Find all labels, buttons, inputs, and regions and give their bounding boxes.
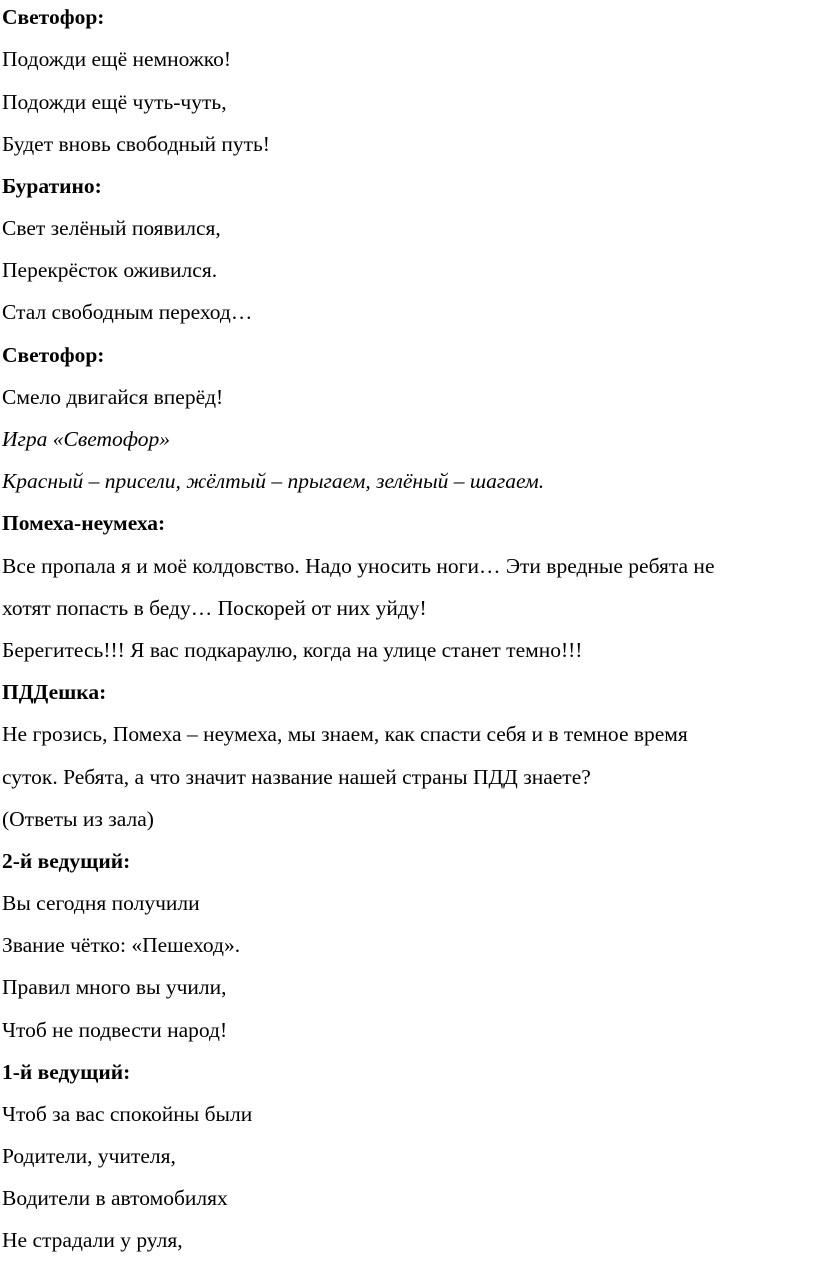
- speaker-label-pddeshka: ПДДешка:: [2, 680, 107, 704]
- text-line: Чтоб не подвести народ!: [2, 1018, 228, 1042]
- text-line: Будет вновь свободный путь!: [2, 132, 270, 156]
- text-line: Водители в автомобилях: [2, 1186, 228, 1210]
- speaker-label-svetofor: Светофор:: [2, 343, 105, 367]
- speaker-label-pomekha: Помеха-неумеха:: [2, 511, 166, 535]
- text-line: Берегитесь!!! Я вас подкараулю, когда на улице станет темно!!!: [2, 638, 583, 662]
- text-line: Все пропала я и моё колдовство. Надо уносить ноги… Эти вредные ребята не: [2, 554, 715, 578]
- text-line: суток. Ребята, а что значит название нашей страны ПДД знаете?: [2, 765, 591, 789]
- text-line: Не страдали у руля,: [2, 1228, 183, 1252]
- text-line: Перекрёсток оживился.: [2, 258, 218, 282]
- game-rules: Красный – присели, жёлтый – прыгаем, зелёный – шагаем.: [2, 469, 545, 493]
- game-title: Игра «Светофор»: [2, 427, 170, 451]
- text-line: Подожди ещё чуть-чуть,: [2, 90, 227, 114]
- text-line: Свет зелёный появился,: [2, 216, 221, 240]
- speaker-label-host-2: 2-й ведущий:: [2, 849, 131, 873]
- text-line: Стал свободным переход…: [2, 300, 253, 324]
- text-line: Звание чётко: «Пешеход».: [2, 933, 241, 957]
- text-line: Смело двигайся вперёд!: [2, 385, 224, 409]
- text-line: Подожди ещё немножко!: [2, 47, 231, 71]
- speaker-label-buratino: Буратино:: [2, 174, 102, 198]
- text-line: Вы сегодня получили: [2, 891, 200, 915]
- text-line: Правил много вы учили,: [2, 975, 227, 999]
- text-line: Чтоб за вас спокойны были: [2, 1102, 253, 1126]
- speaker-label-svetofor: Светофор:: [2, 5, 105, 29]
- text-line: Родители, учителя,: [2, 1144, 176, 1168]
- text-line: хотят попасть в беду… Поскорей от них уйду!: [2, 596, 427, 620]
- text-line: Не грозись, Помеха – неумеха, мы знаем, как спасти себя и в темное время: [2, 722, 688, 746]
- speaker-label-host-1: 1-й ведущий:: [2, 1060, 131, 1084]
- text-line: (Ответы из зала): [2, 807, 154, 831]
